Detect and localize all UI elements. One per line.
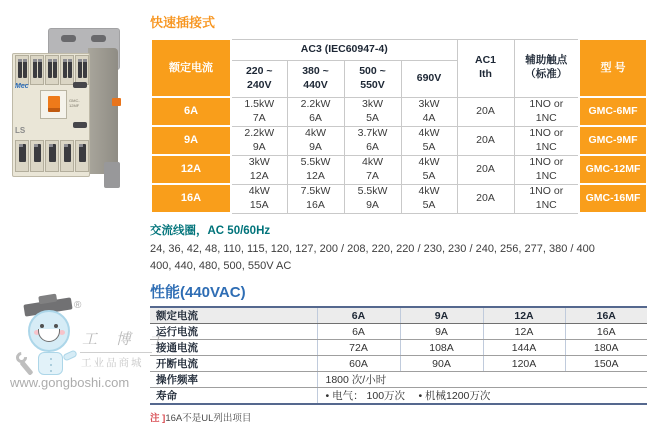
spec-table (150, 38, 648, 214)
spec-header-aux: 辅助触点 （标准） (514, 39, 579, 97)
perf-span-cell: • 电气： 100万次 • 机械1200万次 (317, 388, 647, 405)
spec-cell: 3kW 5A (344, 97, 401, 126)
perf-row-operating-frequency (150, 372, 647, 388)
mounting-slot (61, 35, 76, 42)
spec-row-6a (151, 97, 647, 126)
perf-value-cell: 90A (400, 356, 483, 372)
spec-cell: 1.5kW 7A (231, 97, 287, 126)
perf-value-cell: 9A (400, 324, 483, 340)
aux-slot (73, 82, 87, 88)
spec-ac1-cell: 20A (457, 97, 514, 126)
spec-model-cell: GMC-12MF (579, 155, 647, 184)
spec-header-model: 型 号 (579, 39, 647, 97)
spec-ac1-cell: 20A (457, 126, 514, 155)
product-photo (6, 20, 146, 195)
coil-voltages-line2: 400, 440, 480, 500, 550V AC (150, 259, 292, 272)
perf-value-cell: 144A (483, 340, 565, 356)
section-title-coil: 交流线圈，AC 50/60Hz (150, 225, 271, 237)
spec-header-voltage-380-440: 380 ~ 440V (287, 60, 344, 97)
section-title-plug-in: 快速插接式 (150, 15, 216, 30)
contact-indicator-window (40, 90, 67, 119)
terminal (75, 140, 89, 172)
mascot-arm (62, 349, 78, 361)
spec-cell: 2.2kW 6A (287, 97, 344, 126)
side-lever (112, 98, 121, 106)
spec-header-voltage-690: 690V (401, 60, 457, 97)
mounting-slot (91, 35, 106, 42)
perf-value-cell: 6A (317, 324, 400, 340)
spec-cell: 4kW 15A (231, 184, 287, 213)
terminal (60, 140, 74, 172)
spec-cell: 3kW 12A (231, 155, 287, 184)
spec-row-9a (151, 126, 647, 155)
perf-row-breaking-current (150, 356, 647, 372)
spec-rated-cell: 16A (151, 184, 231, 213)
terminal-row-bottom (15, 140, 89, 172)
perf-value-cell: 72A (317, 340, 400, 356)
mascot-body (38, 352, 63, 375)
spec-header-rated-current: 额定电流 (151, 39, 231, 97)
perf-value-cell: 180A (565, 340, 647, 356)
spec-cell: 4kW 5A (401, 155, 457, 184)
spec-header-ac3: AC3 (IEC60947-4) (231, 39, 457, 60)
spec-aux-cell: 1NO or 1NC (514, 126, 579, 155)
spec-rated-cell: 12A (151, 155, 231, 184)
mascot-icon (28, 310, 70, 352)
perf-span-cell: 1800 次/小时 (317, 372, 647, 388)
terminal (30, 55, 44, 85)
terminal (45, 55, 59, 85)
spec-model-cell: GMC-16MF (579, 184, 647, 213)
perf-header-cell: 12A (483, 307, 565, 324)
watermark-brand-name: 工 博 士 (82, 330, 172, 348)
spec-aux-cell: 1NO or 1NC (514, 97, 579, 126)
spec-model-cell: GMC-9MF (579, 126, 647, 155)
terminal (30, 140, 44, 172)
watermark-url: www.gongboshi.com (10, 375, 130, 390)
perf-value-cell: 60A (317, 356, 400, 372)
perf-header-row (150, 307, 647, 324)
spec-aux-cell: 1NO or 1NC (514, 184, 579, 213)
perf-value-cell: 108A (400, 340, 483, 356)
spec-model-cell: GMC-6MF (579, 97, 647, 126)
content-column (150, 10, 647, 424)
perf-value-cell: 16A (565, 324, 647, 340)
spec-cell: 2.2kW 9A (231, 126, 287, 155)
spec-cell: 3.7kW 6A (344, 126, 401, 155)
spec-cell: 4kW 7A (344, 155, 401, 184)
terminal-row-top (15, 55, 89, 85)
perf-row-operating-current (150, 324, 647, 340)
perf-header-cell: 16A (565, 307, 647, 324)
ls-brand-logo: LS (15, 126, 26, 135)
perf-label-cell: 寿命 (156, 390, 177, 402)
spec-rated-cell: 6A (151, 97, 231, 126)
spec-cell: 5.5kW 9A (344, 184, 401, 213)
terminal (60, 55, 74, 85)
terminal (45, 140, 59, 172)
spec-ac1-cell: 20A (457, 155, 514, 184)
spec-cell: 4kW 9A (287, 126, 344, 155)
contactor-front (12, 53, 90, 177)
spec-cell: 4kW 5A (401, 184, 457, 213)
perf-row-lifespan (150, 388, 647, 405)
mec-brand-logo: Mec (15, 83, 29, 90)
perf-header-cell: 9A (400, 307, 483, 324)
coil-voltages-line1: 24, 36, 42, 48, 110, 115, 120, 127, 200 / 208, 220, 220 / 230, 230 / 240, 256, 277, 380 / 400 (150, 243, 595, 255)
perf-value-cell: 12A (483, 324, 565, 340)
perf-label-cell: 开断电流 (150, 356, 317, 372)
watermark-subtitle: 工业品商城 (81, 357, 144, 369)
perf-header-cell: 6A (317, 307, 400, 324)
registered-trademark: ® (74, 300, 82, 311)
section-title-performance: 性能(440VAC) (150, 284, 246, 301)
terminal (75, 55, 89, 85)
terminal (15, 140, 29, 172)
performance-table (150, 306, 647, 405)
spec-header-ac1: AC1 Ith (457, 39, 514, 97)
perf-label-cell: 接通电流 (150, 340, 317, 356)
spec-cell: 4kW 5A (401, 126, 457, 155)
spec-cell: 7.5kW 16A (287, 184, 344, 213)
spec-row-16a (151, 184, 647, 213)
perf-header-cell: 额定电流 (150, 307, 317, 324)
footnote-text: 16A不是UL列出项目 (165, 413, 252, 424)
perf-label-cell: 运行电流 (150, 324, 317, 340)
spec-row-12a (151, 155, 647, 184)
spec-cell: 5.5kW 12A (287, 155, 344, 184)
orange-actuator (48, 96, 60, 112)
footnote-mark: 注 ] (150, 413, 166, 424)
spec-cell: 3kW 4A (401, 97, 457, 126)
contactor-foot (104, 162, 120, 188)
perf-value-cell: 120A (483, 356, 565, 372)
spec-ac1-cell: 20A (457, 184, 514, 213)
terminal (15, 55, 29, 85)
divider (80, 352, 152, 353)
spec-rated-cell: 9A (151, 126, 231, 155)
perf-label-cell: 操作频率 (150, 372, 317, 388)
footnote (150, 410, 647, 424)
wrench-icon (19, 360, 33, 375)
aux-slot (73, 122, 87, 128)
perf-row-making-current (150, 340, 647, 356)
perf-value-cell: 150A (565, 356, 647, 372)
spec-header-voltage-500-550: 500 ~ 550V (344, 60, 401, 97)
spec-header-voltage-220-240: 220 ~ 240V (231, 60, 287, 97)
contactor-side (88, 48, 118, 174)
spec-aux-cell: 1NO or 1NC (514, 155, 579, 184)
model-label: GMC-12MF (69, 98, 80, 108)
